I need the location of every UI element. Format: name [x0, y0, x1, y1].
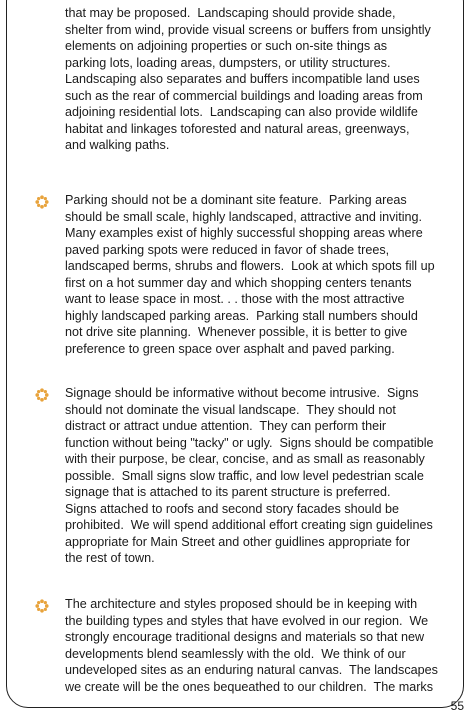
page-number: 55: [450, 699, 464, 713]
flower-bullet-icon: [35, 388, 49, 402]
flower-bullet-icon: [35, 599, 49, 613]
paragraph-parking: Parking should not be a dominant site feature. Parking areas should be small scale, highly landscaped, attractive and inviting. Many examples exist of highly successful shopping areas where paved parking spots were reduced in favor of shade trees, landscaped berms, shrubs and flowers. Look at which spots fill up first on a hot summer day and which shopping centers tenants want to lease space in most. . . those with the most attractive highly landscaped parking areas. Parking stall numbers should not drive site planning. Whenever possible, it is better to give preference to green space over asphalt and paved parking.: [65, 193, 435, 356]
flower-bullet-icon: [35, 195, 49, 209]
paragraph-landscaping-continued: that may be proposed. Landscaping should provide shade, shelter from wind, provide visual screens or buffers from unsightly elements on adjoining properties or such on-site things as parking lots, loading areas, dumpsters, or utility structures. Landscaping also separates and buffers incompatible land uses such as the rear of commercial buildings and loading areas from adjoining residential lots. Landscaping can also provide wildlife habitat and linkages toforested and natural areas, greenways, and walking paths.: [65, 6, 431, 152]
paragraph-architecture: The architecture and styles proposed should be in keeping with the building types and styles that have evolved in our region. We strongly encourage traditional designs and materials so that new developments blend seamlessly with the old. We think of our undeveloped sites as an enduring natural canvas. The landscapes we create will be the ones bequeathed to our children. The marks: [65, 597, 438, 694]
paragraph-signage: Signage should be informative without become intrusive. Signs should not dominate the visual landscape. They should not distract or attract undue attention. They can perform their function without being "tacky" or ugly. Signs should be compatible with their purpose, be clear, concise, and as small as reasonably possible. Small signs slow traffic, and low level pedestrian scale signage that is attached to its parent structure is preferred. Signs attached to roofs and second story facades should be prohibited. We will spend additional effort creating sign guidelines appropriate for Main Street and other guidlines appropriate for the rest of town.: [65, 386, 434, 565]
